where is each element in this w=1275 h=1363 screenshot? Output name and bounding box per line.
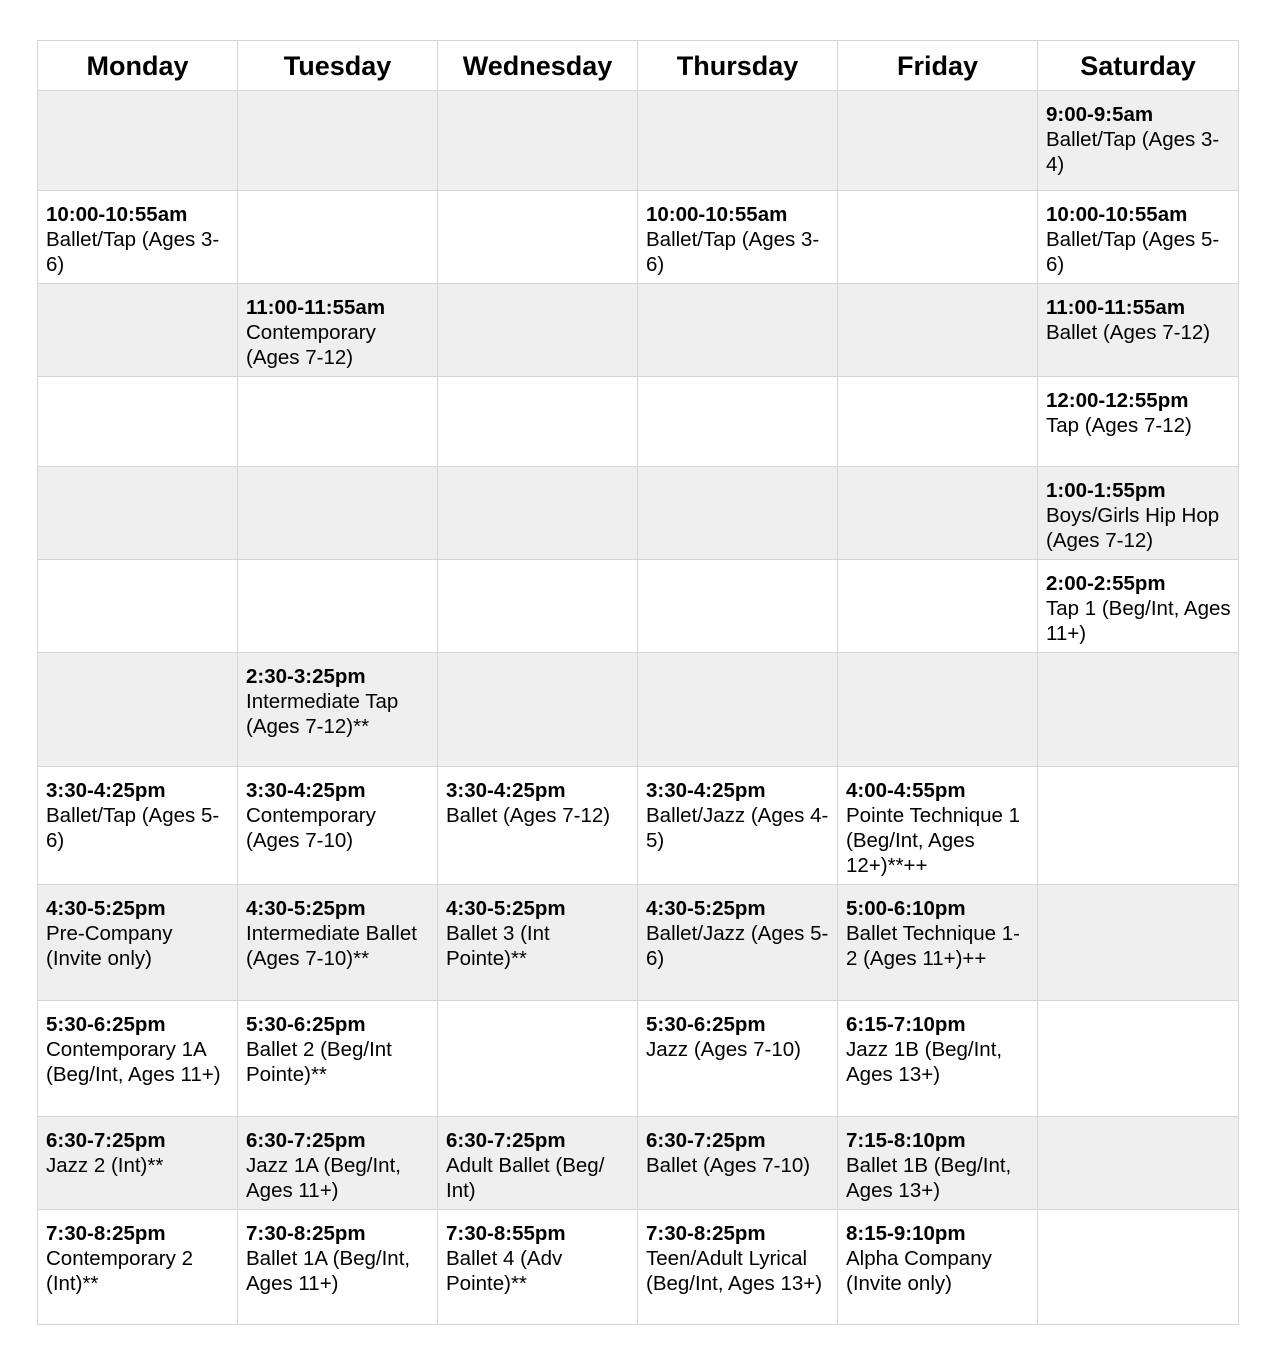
- class-name: Boys/Girls Hip Hop (Ages 7-12): [1046, 504, 1220, 552]
- schedule-cell-monday: [38, 885, 238, 1001]
- class-time: 2:00-2:55pm: [1046, 572, 1166, 595]
- schedule-cell-saturday: [1038, 767, 1239, 885]
- class-time: 7:30-8:25pm: [246, 1222, 366, 1245]
- class-time: 8:15-9:10pm: [846, 1222, 966, 1245]
- class-time: 9:00-9:5am: [1046, 103, 1154, 126]
- class-name: Ballet/Tap (Ages 3-4): [1046, 128, 1220, 176]
- schedule-cell-friday: [838, 885, 1038, 1001]
- class-name: Teen/Adult Lyrical (Beg/Int, Ages 13+): [646, 1247, 823, 1295]
- schedule-cell-tuesday: [238, 1117, 438, 1210]
- schedule-row: [38, 191, 1239, 284]
- schedule-cell-tuesday: [238, 91, 438, 191]
- class-name: Ballet/Jazz (Ages 4-5): [646, 804, 829, 852]
- schedule-cell-saturday: [1038, 1210, 1239, 1325]
- class-name: Ballet (Ages 7-10): [646, 1154, 811, 1177]
- class-time: 5:30-6:25pm: [46, 1013, 166, 1036]
- class-name: Intermediate Tap (Ages 7-12)**: [246, 690, 399, 738]
- schedule-cell-friday: [838, 653, 1038, 767]
- schedule-row: [38, 1001, 1239, 1117]
- schedule-cell-wednesday: [438, 885, 638, 1001]
- schedule-cell-friday: [838, 1001, 1038, 1117]
- schedule-cell-saturday: [1038, 284, 1239, 377]
- class-time: 4:00-4:55pm: [846, 779, 966, 802]
- class-name: Contemporary (Ages 7-12): [246, 321, 376, 369]
- schedule-cell-friday: [838, 767, 1038, 885]
- schedule-cell-friday: [838, 191, 1038, 284]
- schedule-header: [38, 41, 1239, 91]
- class-name: Ballet (Ages 7-12): [1046, 321, 1211, 344]
- schedule-cell-saturday: [1038, 653, 1239, 767]
- class-time: 5:00-6:10pm: [846, 897, 966, 920]
- class-name: Ballet 1B (Beg/Int, Ages 13+): [846, 1154, 1012, 1202]
- schedule-cell-saturday: [1038, 91, 1239, 191]
- schedule-cell-monday: [38, 560, 238, 653]
- schedule-cell-monday: [38, 284, 238, 377]
- class-name: Contemporary 2 (Int)**: [46, 1247, 193, 1295]
- schedule-cell-thursday: [638, 885, 838, 1001]
- schedule-cell-thursday: [638, 1117, 838, 1210]
- class-time: 3:30-4:25pm: [646, 779, 766, 802]
- class-time: 4:30-5:25pm: [446, 897, 566, 920]
- schedule-cell-wednesday: [438, 467, 638, 560]
- day-header-row: [38, 41, 1239, 91]
- schedule-cell-tuesday: [238, 467, 438, 560]
- class-time: 2:30-3:25pm: [246, 665, 366, 688]
- class-time: 7:30-8:55pm: [446, 1222, 566, 1245]
- schedule-row: [38, 284, 1239, 377]
- schedule-cell-wednesday: [438, 1210, 638, 1325]
- class-schedule-table: [37, 40, 1239, 1325]
- class-name: Jazz (Ages 7-10): [646, 1038, 801, 1061]
- class-name: Ballet/Tap (Ages 5-6): [1046, 228, 1220, 276]
- class-name: Ballet/Tap (Ages 3-6): [46, 228, 220, 276]
- class-time: 10:00-10:55am: [1046, 203, 1188, 226]
- schedule-cell-monday: [38, 467, 238, 560]
- schedule-cell-friday: [838, 560, 1038, 653]
- class-time: 10:00-10:55am: [646, 203, 788, 226]
- schedule-cell-friday: [838, 1117, 1038, 1210]
- class-name: Tap (Ages 7-12): [1046, 414, 1192, 437]
- schedule-cell-monday: [38, 1001, 238, 1117]
- class-time: 1:00-1:55pm: [1046, 479, 1166, 502]
- schedule-cell-thursday: [638, 377, 838, 467]
- class-name: Tap 1 (Beg/Int, Ages 11+): [1046, 597, 1231, 645]
- class-time: 11:00-11:55am: [246, 296, 386, 319]
- schedule-row: [38, 377, 1239, 467]
- schedule-cell-monday: [38, 377, 238, 467]
- schedule-cell-friday: [838, 1210, 1038, 1325]
- schedule-cell-thursday: [638, 284, 838, 377]
- schedule-cell-tuesday: [238, 1001, 438, 1117]
- class-time: 4:30-5:25pm: [646, 897, 766, 920]
- schedule-cell-monday: [38, 91, 238, 191]
- schedule-cell-saturday: [1038, 560, 1239, 653]
- schedule-body: [38, 91, 1239, 1325]
- class-time: 6:30-7:25pm: [646, 1129, 766, 1152]
- day-header-thursday: Thursday: [638, 41, 838, 91]
- schedule-row: [38, 1210, 1239, 1325]
- class-name: Contemporary (Ages 7-10): [246, 804, 376, 852]
- schedule-cell-wednesday: [438, 284, 638, 377]
- class-time: 7:15-8:10pm: [846, 1129, 966, 1152]
- class-name: Contemporary 1A (Beg/Int, Ages 11+): [46, 1038, 221, 1086]
- class-name: Alpha Company (Invite only): [846, 1247, 992, 1295]
- schedule-cell-monday: [38, 191, 238, 284]
- schedule-row: [38, 91, 1239, 191]
- class-name: Pointe Technique 1 (Beg/Int, Ages 12+)**++: [846, 804, 1021, 877]
- schedule-cell-thursday: [638, 1210, 838, 1325]
- schedule-cell-thursday: [638, 1001, 838, 1117]
- schedule-cell-monday: [38, 1210, 238, 1325]
- schedule-cell-saturday: [1038, 191, 1239, 284]
- schedule-cell-tuesday: [238, 560, 438, 653]
- class-time: 6:30-7:25pm: [246, 1129, 366, 1152]
- day-header-wednesday: Wednesday: [438, 41, 638, 91]
- class-name: Ballet (Ages 7-12): [446, 804, 611, 827]
- schedule-cell-wednesday: [438, 560, 638, 653]
- class-time: 3:30-4:25pm: [246, 779, 366, 802]
- schedule-row: [38, 885, 1239, 1001]
- schedule-cell-wednesday: [438, 767, 638, 885]
- class-name: Ballet Technique 1-2 (Ages 11+)++: [846, 922, 1020, 970]
- schedule-cell-saturday: [1038, 1117, 1239, 1210]
- class-time: 10:00-10:55am: [46, 203, 188, 226]
- class-name: Ballet/Jazz (Ages 5-6): [646, 922, 829, 970]
- schedule-cell-saturday: [1038, 1001, 1239, 1117]
- schedule-cell-wednesday: [438, 377, 638, 467]
- class-time: 5:30-6:25pm: [646, 1013, 766, 1036]
- class-name: Jazz 1B (Beg/Int, Ages 13+): [846, 1038, 1003, 1086]
- day-header-tuesday: Tuesday: [238, 41, 438, 91]
- schedule-cell-thursday: [638, 560, 838, 653]
- schedule-cell-tuesday: [238, 885, 438, 1001]
- class-name: Pre-Company (Invite only): [46, 922, 173, 970]
- class-time: 6:30-7:25pm: [46, 1129, 166, 1152]
- class-name: Jazz 2 (Int)**: [46, 1154, 164, 1177]
- schedule-cell-wednesday: [438, 653, 638, 767]
- schedule-row: [38, 767, 1239, 885]
- schedule-cell-tuesday: [238, 377, 438, 467]
- day-header-monday: Monday: [38, 41, 238, 91]
- schedule-cell-monday: [38, 767, 238, 885]
- class-name: Ballet 2 (Beg/Int Pointe)**: [246, 1038, 392, 1086]
- class-name: Ballet 3 (Int Pointe)**: [446, 922, 550, 970]
- class-time: 4:30-5:25pm: [246, 897, 366, 920]
- schedule-cell-wednesday: [438, 191, 638, 284]
- schedule-cell-wednesday: [438, 1117, 638, 1210]
- class-time: 6:30-7:25pm: [446, 1129, 566, 1152]
- class-time: 6:15-7:10pm: [846, 1013, 966, 1036]
- schedule-cell-saturday: [1038, 467, 1239, 560]
- schedule-cell-friday: [838, 284, 1038, 377]
- class-time: 3:30-4:25pm: [46, 779, 166, 802]
- schedule-cell-friday: [838, 467, 1038, 560]
- schedule-cell-thursday: [638, 191, 838, 284]
- schedule-cell-monday: [38, 653, 238, 767]
- schedule-cell-saturday: [1038, 377, 1239, 467]
- day-header-friday: Friday: [838, 41, 1038, 91]
- schedule-cell-tuesday: [238, 653, 438, 767]
- schedule-row: [38, 653, 1239, 767]
- class-name: Intermediate Ballet (Ages 7-10)**: [246, 922, 417, 970]
- class-name: Ballet 4 (Adv Pointe)**: [446, 1247, 563, 1295]
- schedule-cell-saturday: [1038, 885, 1239, 1001]
- schedule-cell-wednesday: [438, 91, 638, 191]
- schedule-cell-friday: [838, 91, 1038, 191]
- class-time: 4:30-5:25pm: [46, 897, 166, 920]
- schedule-cell-monday: [38, 1117, 238, 1210]
- schedule-row: [38, 560, 1239, 653]
- class-time: 7:30-8:25pm: [646, 1222, 766, 1245]
- schedule-cell-tuesday: [238, 191, 438, 284]
- schedule-cell-thursday: [638, 91, 838, 191]
- schedule-cell-tuesday: [238, 767, 438, 885]
- schedule-row: [38, 467, 1239, 560]
- class-name: Ballet 1A (Beg/Int, Ages 11+): [246, 1247, 411, 1295]
- class-time: 3:30-4:25pm: [446, 779, 566, 802]
- day-header-saturday: Saturday: [1038, 41, 1239, 91]
- class-name: Ballet/Tap (Ages 3-6): [646, 228, 820, 276]
- schedule-cell-tuesday: [238, 1210, 438, 1325]
- class-time: 12:00-12:55pm: [1046, 389, 1189, 412]
- schedule-row: [38, 1117, 1239, 1210]
- class-time: 5:30-6:25pm: [246, 1013, 366, 1036]
- schedule-cell-tuesday: [238, 284, 438, 377]
- schedule-cell-thursday: [638, 653, 838, 767]
- schedule-cell-thursday: [638, 767, 838, 885]
- schedule-cell-thursday: [638, 467, 838, 560]
- schedule-cell-wednesday: [438, 1001, 638, 1117]
- class-time: 7:30-8:25pm: [46, 1222, 166, 1245]
- class-name: Adult Ballet (Beg/ Int): [446, 1154, 605, 1202]
- schedule-cell-friday: [838, 377, 1038, 467]
- class-name: Ballet/Tap (Ages 5-6): [46, 804, 220, 852]
- class-name: Jazz 1A (Beg/Int, Ages 11+): [246, 1154, 401, 1202]
- class-time: 11:00-11:55am: [1046, 296, 1186, 319]
